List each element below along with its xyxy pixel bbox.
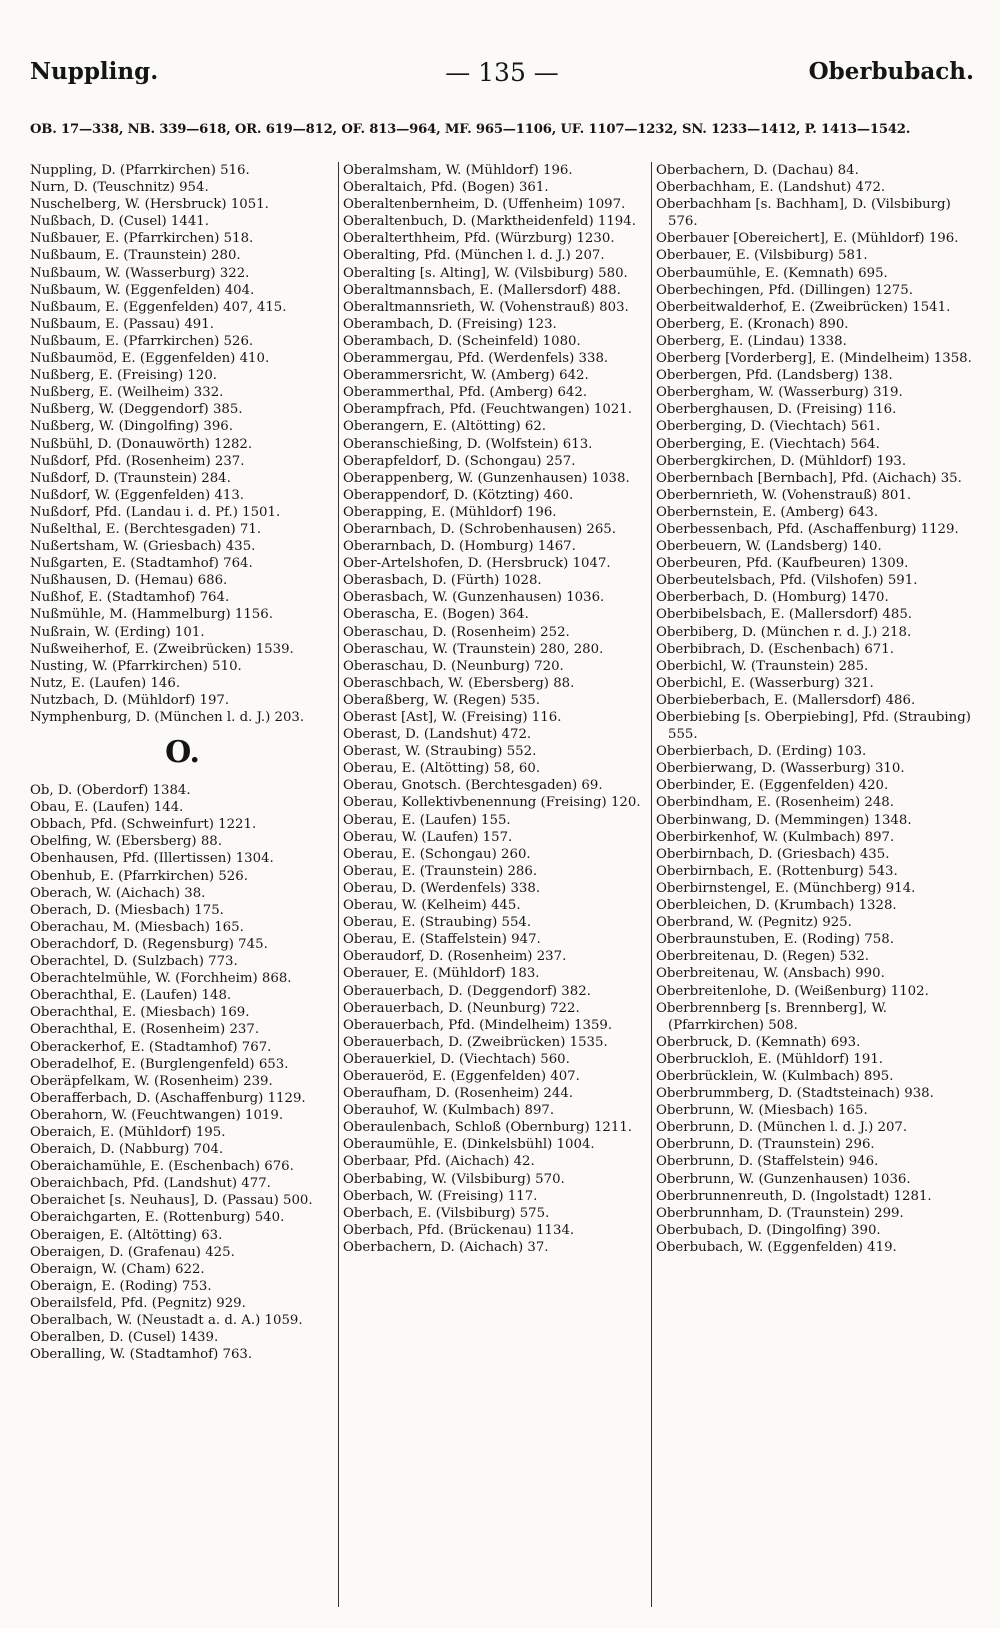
index-entry: Oberaschau, W. (Traunstein) 280, 280.	[343, 641, 604, 657]
index-entry: Oberampfrach, Pfd. (Feuchtwangen) 1021.	[343, 402, 632, 418]
index-entry: Oberalling, W. (Stadtamhof) 763.	[30, 1347, 253, 1363]
index-entry: Nußbaum, E. (Eggenfelden) 407, 415.	[30, 299, 287, 315]
index-entry: Oberbruck, D. (Kemnath) 693.	[656, 1034, 861, 1050]
index-entry: Oberbergkirchen, D. (Mühldorf) 193.	[656, 453, 907, 469]
index-entry: Oberbraunstuben, E. (Roding) 758.	[656, 932, 894, 948]
index-entry: Oberarnbach, D. (Schrobenhausen) 265.	[343, 521, 616, 537]
index-entry: Oberbabing, W. (Vilsbiburg) 570.	[343, 1171, 565, 1187]
index-entry: Oberbrunn, W. (Gunzenhausen) 1036.	[656, 1171, 911, 1187]
index-entry: Oberbiebing [s. Oberpiebing], Pfd. (Straubing) 555.	[656, 710, 971, 743]
index-entry: Oberachdorf, D. (Regensburg) 745.	[30, 936, 268, 952]
index-entry: Oberbibelsbach, E. (Mallersdorf) 485.	[656, 607, 913, 623]
index-entry: Oberachthal, E. (Laufen) 148.	[30, 988, 232, 1004]
index-entry: Oberberg, E. (Kronach) 890.	[656, 316, 849, 332]
index-entry: Obau, E. (Laufen) 144.	[30, 800, 184, 816]
index-entry: Nußberg, W. (Dingolfing) 396.	[30, 419, 233, 435]
index-entry: Oberaigen, E. (Altötting) 63.	[30, 1227, 223, 1243]
index-entry: Oberbechingen, Pfd. (Dillingen) 1275.	[656, 282, 913, 298]
index-entry: Oberbach, E. (Vilsbiburg) 575.	[343, 1205, 550, 1221]
index-entry: Oberangern, E. (Altötting) 62.	[343, 419, 547, 435]
index-entry: Oberaign, W. (Cham) 622.	[30, 1261, 205, 1277]
index-entry: Nuppling, D. (Pfarrkirchen) 516.	[30, 163, 250, 178]
index-entry: Oberahorn, W. (Feuchtwangen) 1019.	[30, 1107, 284, 1123]
index-entry: Oberbeutelsbach, Pfd. (Vilshofen) 591.	[656, 573, 918, 589]
index-entry: Nußberg, E. (Freising) 120.	[30, 368, 218, 384]
index-entry: Nußbühl, D. (Donauwörth) 1282.	[30, 436, 253, 452]
column-2	[343, 162, 648, 1612]
index-entry: Oberaltaich, Pfd. (Bogen) 361.	[343, 180, 549, 196]
index-entry: Oberbiberg, D. (München r. d. J.) 218.	[656, 624, 912, 640]
index-entry: Oberauer, E. (Mühldorf) 183.	[343, 966, 540, 982]
district-range-legend: OB. 17—338, NB. 339—618, OR. 619—812, OF. 813—964, MF. 965—1106, UF. 1107—1232, SN. 1233—1412, P. 1413—1542.	[30, 122, 911, 137]
index-entry: Oberauerbach, D. (Deggendorf) 382.	[343, 983, 591, 999]
index-entry: Oberau, D. (Werdenfels) 338.	[343, 880, 541, 896]
index-entry: Oberbrunn, D. (Traunstein) 296.	[656, 1137, 875, 1153]
index-entry: Oberau, E. (Traunstein) 286.	[343, 863, 538, 879]
index-entry: Oberalterthheim, Pfd. (Würzburg) 1230.	[343, 231, 615, 247]
index-entry: Oberaichet [s. Neuhaus], D. (Passau) 500.	[30, 1193, 313, 1209]
index-entry: Oberbeitwalderhof, E. (Zweibrücken) 1541.	[656, 299, 951, 315]
index-entry: Nuschelberg, W. (Hersbruck) 1051.	[30, 197, 269, 213]
index-entry: Oberast, D. (Landshut) 472.	[343, 727, 532, 743]
index-entry: Oberbachern, D. (Aichach) 37.	[343, 1239, 549, 1255]
index-entry: Oberbrunn, W. (Miesbach) 165.	[656, 1103, 868, 1119]
index-entry: Oberasbach, D. (Fürth) 1028.	[343, 573, 542, 589]
index-entry: Oberammersricht, W. (Amberg) 642.	[343, 368, 589, 384]
index-entry: Oberberbach, D. (Homburg) 1470.	[656, 590, 889, 606]
index-entry: Oberaueröd, E. (Eggenfelden) 407.	[343, 1068, 580, 1084]
index-entry: Oberappenberg, W. (Gunzenhausen) 1038.	[343, 470, 630, 486]
index-entry: Oberbinder, E. (Eggenfelden) 420.	[656, 778, 889, 794]
index-entry: Nußhof, E. (Stadtamhof) 764.	[30, 590, 230, 606]
index-entry: Oberaichamühle, E. (Eschenbach) 676.	[30, 1159, 294, 1175]
index-entry: Oberbindham, E. (Rosenheim) 248.	[656, 795, 894, 811]
index-entry: Oberbauer [Obereichert], E. (Mühldorf) 196.	[656, 231, 959, 247]
index-entry: Nußmühle, M. (Hammelburg) 1156.	[30, 607, 273, 623]
running-header	[30, 58, 974, 88]
entry-list	[30, 162, 335, 726]
index-entry: Oberbinwang, D. (Memmingen) 1348.	[656, 812, 912, 828]
index-entry: Oberbeuern, W. (Landsberg) 140.	[656, 539, 882, 555]
index-entry: Oberaudorf, D. (Rosenheim) 237.	[343, 949, 567, 965]
index-entry: Oberaschau, D. (Neunburg) 720.	[343, 658, 564, 674]
index-entry: Oberaltmannsrieth, W. (Vohenstrauß) 803.	[343, 299, 629, 315]
index-entry: Oberbernstein, E. (Amberg) 643.	[656, 504, 879, 520]
index-entry: Oberaign, E. (Roding) 753.	[30, 1278, 212, 1294]
index-entry: Oberbeuren, Pfd. (Kaufbeuren) 1309.	[656, 556, 909, 572]
index-entry: Oberalben, D. (Cusel) 1439.	[30, 1330, 219, 1346]
index-entry: Oberammerthal, Pfd. (Amberg) 642.	[343, 385, 588, 401]
index-entry: Oberaltenbernheim, D. (Uffenheim) 1097.	[343, 197, 626, 213]
index-entry: Nußdorf, Pfd. (Landau i. d. Pf.) 1501.	[30, 504, 281, 520]
index-entry: Oberbachham [s. Bachham], D. (Vilsbiburg) 576.	[656, 197, 951, 230]
index-entry: Nusting, W. (Pfarrkirchen) 510.	[30, 658, 242, 674]
index-entry: Oberau, E. (Staffelstein) 947.	[343, 932, 541, 948]
index-entry: Oberbruckloh, E. (Mühldorf) 191.	[656, 1051, 884, 1067]
header-last-entry: Oberbubach.	[808, 58, 974, 85]
index-entry: Oberberghausen, D. (Freising) 116.	[656, 402, 897, 418]
index-entry: Ob, D. (Oberdorf) 1384.	[30, 783, 191, 799]
index-entry: Oberanschießing, D. (Wolfstein) 613.	[343, 436, 593, 452]
index-entry: Oberach, D. (Miesbach) 175.	[30, 902, 224, 918]
index-entry: Oberaichbach, Pfd. (Landshut) 477.	[30, 1176, 271, 1192]
index-entry: Nutz, E. (Laufen) 146.	[30, 675, 181, 691]
index-entry: Oberapping, E. (Mühldorf) 196.	[343, 504, 557, 520]
entry-list	[343, 162, 648, 1256]
index-entry: Oberbirnbach, D. (Griesbach) 435.	[656, 846, 890, 862]
index-entry: Oberau, E. (Altötting) 58, 60.	[343, 761, 541, 777]
index-entry: Nußhausen, D. (Hemau) 686.	[30, 573, 228, 589]
index-entry: Oberbrennberg [s. Brennberg], W. (Pfarrkirchen) 508.	[656, 1000, 888, 1033]
index-entry: Oberberg, E. (Lindau) 1338.	[656, 333, 847, 349]
index-entry: Oberbaumühle, E. (Kemnath) 695.	[656, 265, 888, 281]
index-entry: Nußrain, W. (Erding) 101.	[30, 624, 205, 640]
entry-list	[656, 162, 974, 1256]
index-entry: Oberaufham, D. (Rosenheim) 244.	[343, 1086, 574, 1102]
index-entry: Oberbach, Pfd. (Brückenau) 1134.	[343, 1222, 575, 1238]
column-1	[30, 162, 335, 1612]
index-entry: Oberbessenbach, Pfd. (Aschaffenburg) 1129.	[656, 521, 959, 537]
index-entry: Oberbieberbach, E. (Mallersdorf) 486.	[656, 692, 916, 708]
index-entry: Obenhausen, Pfd. (Illertissen) 1304.	[30, 851, 274, 867]
index-entry: Oberaßberg, W. (Regen) 535.	[343, 692, 540, 708]
index-entry: Nußbach, D. (Cusel) 1441.	[30, 214, 209, 230]
index-entry: Oberau, W. (Laufen) 157.	[343, 829, 513, 845]
index-entry: Oberaschbach, W. (Ebersberg) 88.	[343, 675, 575, 691]
index-entry: Oberbergham, W. (Wasserburg) 319.	[656, 385, 903, 401]
index-entry: Oberbrunn, D. (Staffelstein) 946.	[656, 1154, 879, 1170]
index-entry: Oberbierwang, D. (Wasserburg) 310.	[656, 761, 905, 777]
index-entry: Oberasbach, W. (Gunzenhausen) 1036.	[343, 590, 605, 606]
index-entry: Nußertsham, W. (Griesbach) 435.	[30, 539, 256, 555]
index-entry: Oberachthal, E. (Rosenheim) 237.	[30, 1022, 260, 1038]
index-entry: Ober-Artelshofen, D. (Hersbruck) 1047.	[343, 556, 611, 572]
index-entry: Oberbrummberg, D. (Stadtsteinach) 938.	[656, 1086, 934, 1102]
index-entry: Oberackerhof, E. (Stadtamhof) 767.	[30, 1039, 272, 1055]
index-entry: Oberauerkiel, D. (Viechtach) 560.	[343, 1051, 570, 1067]
entry-list	[30, 782, 335, 1363]
index-entry: Oberbichl, W. (Traunstein) 285.	[656, 658, 869, 674]
index-entry: Oberaltenbuch, D. (Marktheidenfeld) 1194.	[343, 214, 636, 230]
index-entry: Oberbierbach, D. (Erding) 103.	[656, 744, 867, 760]
index-entry: Nußgarten, E. (Stadtamhof) 764.	[30, 556, 253, 572]
index-entry: Oberauerbach, D. (Zweibrücken) 1535.	[343, 1034, 608, 1050]
index-entry: Oberammergau, Pfd. (Werdenfels) 338.	[343, 351, 609, 367]
index-entry: Oberach, W. (Aichach) 38.	[30, 885, 206, 901]
index-entry: Oberbauer, E. (Vilsbiburg) 581.	[656, 248, 868, 264]
index-entry: Oberbachham, E. (Landshut) 472.	[656, 180, 886, 196]
index-entry: Nußdorf, D. (Traunstein) 284.	[30, 470, 231, 486]
index-entry: Oberaulenbach, Schloß (Obernburg) 1211.	[343, 1120, 633, 1136]
index-entry: Oberberg [Vorderberg], E. (Mindelheim) 1358.	[656, 351, 972, 367]
index-entry: Oberbernrieth, W. (Vohenstrauß) 801.	[656, 487, 912, 503]
index-entry: Oberast [Ast], W. (Freising) 116.	[343, 710, 562, 725]
index-entry: Oberbrunnenreuth, D. (Ingolstadt) 1281.	[656, 1188, 932, 1204]
index-entry: Oberaltmannsbach, E. (Mallersdorf) 488.	[343, 282, 621, 298]
index-entry: Oberaschau, D. (Rosenheim) 252.	[343, 624, 570, 640]
index-entry: Oberbergen, Pfd. (Landsberg) 138.	[656, 368, 893, 384]
index-entry: Oberbrunn, D. (München l. d. J.) 207.	[656, 1120, 908, 1136]
index-entry: Oberbach, W. (Freising) 117.	[343, 1188, 538, 1204]
index-entry: Oberbreitenlohe, D. (Weißenburg) 1102.	[656, 983, 929, 999]
index-entry: Oberascha, E. (Bogen) 364.	[343, 607, 529, 623]
index-entry: Oberalbach, W. (Neustadt a. d. A.) 1059.	[30, 1313, 303, 1328]
index-entry: Oberberging, D. (Viechtach) 561.	[656, 419, 881, 435]
index-entry: Oberau, E. (Straubing) 554.	[343, 915, 532, 931]
index-entry: Oberbreitenau, W. (Ansbach) 990.	[656, 966, 885, 982]
index-entry: Oberachau, M. (Miesbach) 165.	[30, 919, 244, 935]
index-entry: Oberbleichen, D. (Krumbach) 1328.	[656, 898, 897, 914]
index-entry: Oberachtel, D. (Sulzbach) 773.	[30, 954, 238, 970]
index-entry: Nußelthal, E. (Berchtesgaden) 71.	[30, 521, 262, 537]
index-entry: Oberast, W. (Straubing) 552.	[343, 744, 537, 760]
index-entry: Nußbaumöd, E. (Eggenfelden) 410.	[30, 351, 270, 367]
index-entry: Nußbaum, E. (Passau) 491.	[30, 316, 214, 332]
index-entry: Nußweiherhof, E. (Zweibrücken) 1539.	[30, 641, 294, 657]
section-letter: O.	[165, 735, 200, 771]
index-entry: Oberarnbach, D. (Homburg) 1467.	[343, 539, 576, 555]
index-entry: Oberau, E. (Schongau) 260.	[343, 846, 531, 862]
index-entry: Oberailsfeld, Pfd. (Pegnitz) 929.	[30, 1295, 246, 1311]
index-entry: Nymphenburg, D. (München l. d. J.) 203.	[30, 710, 305, 725]
index-entry: Oberbubach, D. (Dingolfing) 390.	[656, 1222, 881, 1238]
index-entry: Oberalmsham, W. (Mühldorf) 196.	[343, 163, 573, 178]
index-entry: Oberbrand, W. (Pegnitz) 925.	[656, 915, 852, 931]
index-entry: Oberaich, D. (Nabburg) 704.	[30, 1142, 224, 1158]
index-entry: Oberbubach, W. (Eggenfelden) 419.	[656, 1239, 897, 1255]
index-entry: Oberbrücklein, W. (Kulmbach) 895.	[656, 1068, 894, 1084]
index-entry: Oberadelhof, E. (Burglengenfeld) 653.	[30, 1056, 289, 1072]
index-entry: Oberbrunnham, D. (Traunstein) 299.	[656, 1205, 904, 1221]
index-entry: Oberauerbach, Pfd. (Mindelheim) 1359.	[343, 1017, 613, 1033]
index-entry: Oberberging, E. (Viechtach) 564.	[656, 436, 880, 452]
index-entry: Nutzbach, D. (Mühldorf) 197.	[30, 692, 230, 708]
index-entry: Nußbaum, E. (Traunstein) 280.	[30, 248, 241, 264]
column-3	[656, 162, 974, 1612]
index-entry: Oberau, E. (Laufen) 155.	[343, 812, 511, 828]
header-first-entry: Nuppling.	[30, 58, 159, 85]
index-entry: Oberau, Gnotsch. (Berchtesgaden) 69.	[343, 778, 603, 794]
index-entry: Oberbirnbach, E. (Rottenburg) 543.	[656, 863, 898, 879]
index-entry: Oberalting, Pfd. (München l. d. J.) 207.	[343, 248, 605, 264]
index-entry: Oberbaar, Pfd. (Aichach) 42.	[343, 1154, 535, 1170]
index-entry: Nußbaum, W. (Eggenfelden) 404.	[30, 282, 255, 298]
index-entry: Nußbaum, E. (Pfarrkirchen) 526.	[30, 333, 254, 349]
index-entry: Nußbauer, E. (Pfarrkirchen) 518.	[30, 231, 254, 247]
index-entry: Oberauhof, W. (Kulmbach) 897.	[343, 1103, 555, 1119]
index-entry: Oberappendorf, D. (Kötzting) 460.	[343, 487, 574, 503]
index-entry: Nurn, D. (Teuschnitz) 954.	[30, 180, 209, 196]
index-entry: Oberbreitenau, D. (Regen) 532.	[656, 949, 870, 965]
index-entry: Oberbibrach, D. (Eschenbach) 671.	[656, 641, 894, 657]
index-entry: Obelfing, W. (Ebersberg) 88.	[30, 834, 222, 850]
index-entry: Oberauerbach, D. (Neunburg) 722.	[343, 1000, 580, 1016]
index-entry: Oberaich, E. (Mühldorf) 195.	[30, 1124, 226, 1140]
index-entry: Oberachthal, E. (Miesbach) 169.	[30, 1005, 250, 1021]
index-entry: Oberapfeldorf, D. (Schongau) 257.	[343, 453, 576, 469]
column-divider	[651, 162, 652, 1607]
page-number: — 135 —	[445, 58, 559, 87]
index-entry: Oberachtelmühle, W. (Forchheim) 868.	[30, 971, 292, 987]
index-entry: Obbach, Pfd. (Schweinfurt) 1221.	[30, 817, 257, 833]
column-divider	[338, 162, 339, 1607]
index-entry: Oberafferbach, D. (Aschaffenburg) 1129.	[30, 1090, 306, 1106]
index-entry: Oberbichl, E. (Wasserburg) 321.	[656, 675, 874, 691]
index-entry: Nußberg, W. (Deggendorf) 385.	[30, 402, 243, 418]
index-entry: Oberau, W. (Kelheim) 445.	[343, 898, 521, 914]
index-entry: Oberambach, D. (Scheinfeld) 1080.	[343, 333, 581, 349]
index-entry: Nußdorf, W. (Eggenfelden) 413.	[30, 487, 245, 503]
index-entry: Oberäpfelkam, W. (Rosenheim) 239.	[30, 1073, 273, 1089]
index-entry: Oberbernbach [Bernbach], Pfd. (Aichach) 35.	[656, 470, 962, 486]
index-entry: Oberbachern, D. (Dachau) 84.	[656, 163, 859, 178]
index-entry: Oberaigen, D. (Grafenau) 425.	[30, 1244, 235, 1260]
index-entry: Oberbirnstengel, E. (Münchberg) 914.	[656, 880, 916, 896]
index-entry: Nußbaum, W. (Wasserburg) 322.	[30, 265, 250, 281]
index-entry: Oberaumühle, E. (Dinkelsbühl) 1004.	[343, 1137, 595, 1153]
index-entry: Obenhub, E. (Pfarrkirchen) 526.	[30, 868, 248, 884]
index-entry: Oberbirkenhof, W. (Kulmbach) 897.	[656, 829, 895, 845]
index-entry: Nußberg, E. (Weilheim) 332.	[30, 385, 224, 401]
index-entry: Oberambach, D. (Freising) 123.	[343, 316, 557, 332]
index-entry: Oberau, Kollektivbenennung (Freising) 120.	[343, 795, 641, 811]
index-entry: Nußdorf, Pfd. (Rosenheim) 237.	[30, 453, 245, 469]
index-entry: Oberalting [s. Alting], W. (Vilsbiburg) 580.	[343, 265, 628, 281]
index-entry: Oberaichgarten, E. (Rottenburg) 540.	[30, 1210, 285, 1226]
